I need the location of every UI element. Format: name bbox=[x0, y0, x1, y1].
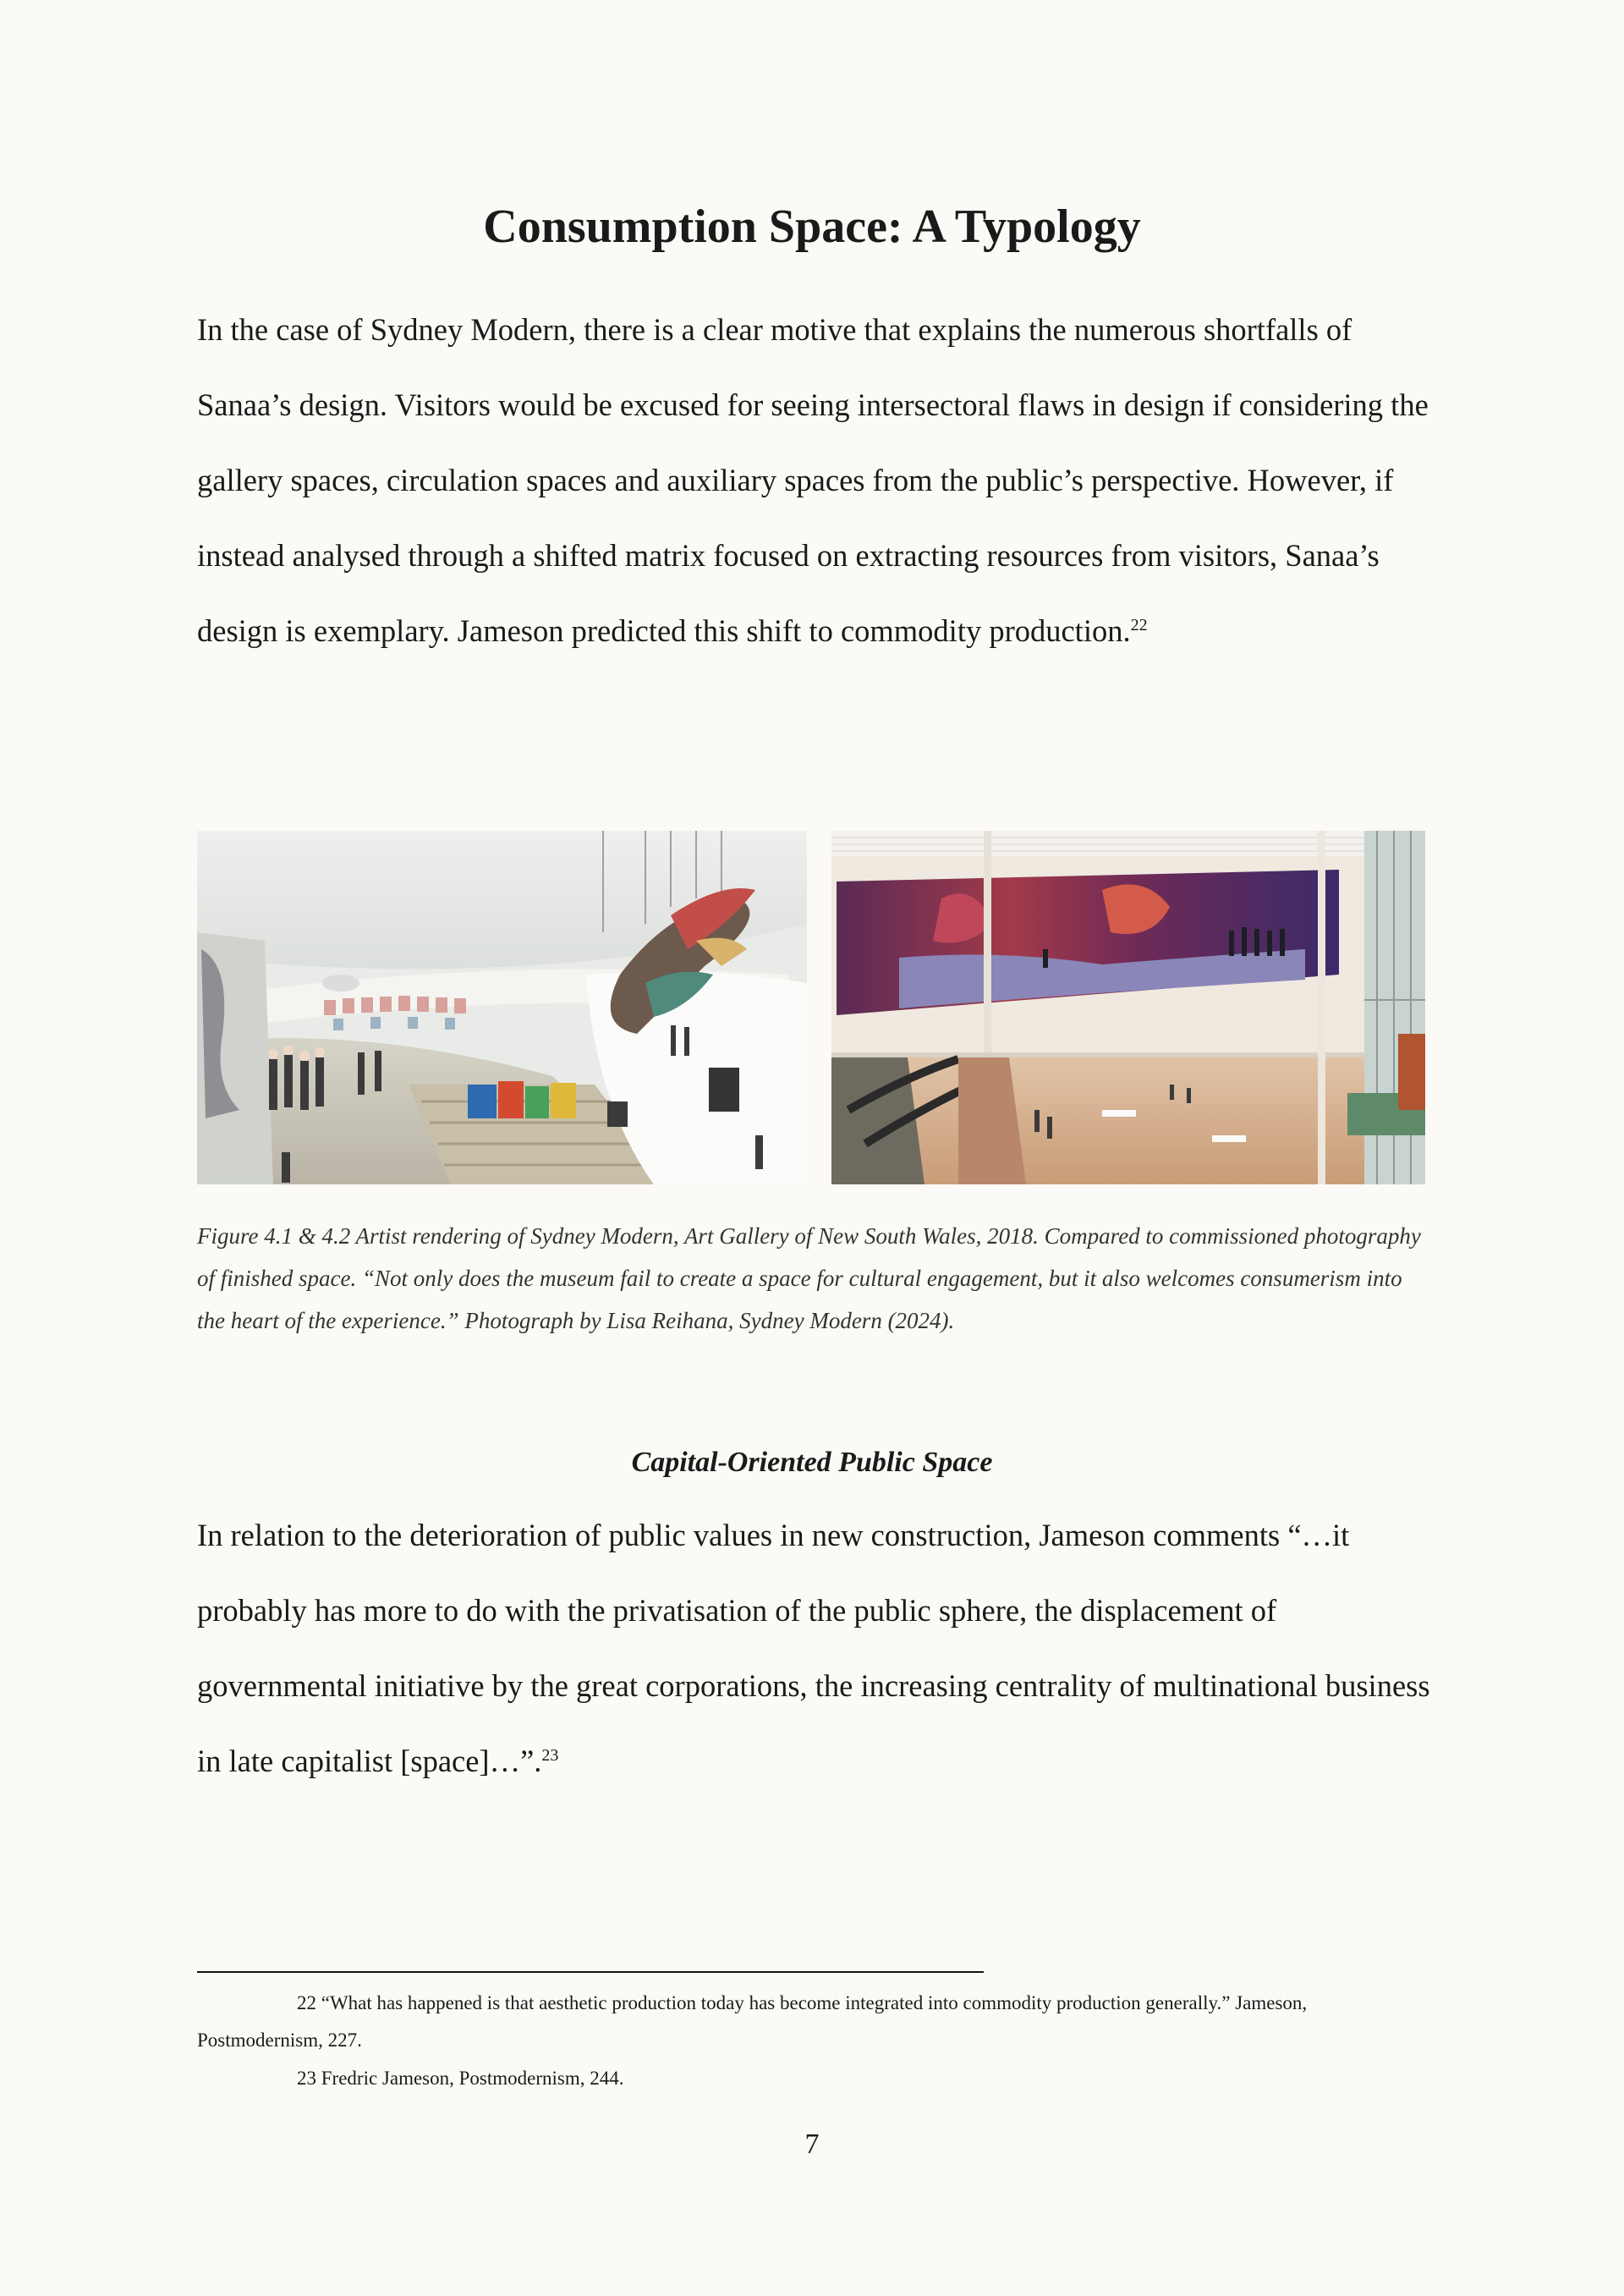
footnote-ref[interactable]: 23 bbox=[541, 1745, 559, 1765]
section-subheading: Capital-Oriented Public Space bbox=[631, 1447, 993, 1478]
footnote-number: 23 bbox=[297, 2068, 316, 2089]
figure-image-photograph bbox=[831, 831, 1425, 1184]
figure-image-rendering bbox=[197, 831, 807, 1184]
footnote-number: 22 bbox=[297, 1992, 316, 2013]
footnote-separator bbox=[197, 1971, 984, 1973]
page-number: 7 bbox=[804, 2128, 820, 2160]
footnote-text: “What has happened is that aesthetic production today has become integrated into commodity production generally.” Jameson, Postmodernism, 227. bbox=[197, 1992, 1308, 2051]
paragraph-text: In relation to the deterioration of public values in new construction, Jameson comments “…it probably has more to do with the privatisation of the public sphere, the displacement of governmental initiative by the great corporations, the increasing centrality of multinational business in late capitalist [space]…”. bbox=[197, 1518, 1430, 1778]
page-title: Consumption Space: A Typology bbox=[483, 200, 1141, 253]
paragraph-text: In the case of Sydney Modern, there is a clear motive that explains the numerous shortfalls of Sanaa’s design. Visitors would be excused for seeing intersectoral flaws in design if considering the gallery spaces, circulation spaces and auxiliary spaces from the public’s perspective. However, if instead analysed through a shifted matrix focused on extracting resources from visitors, Sanaa’s design is exemplary. Jameson predicted this shift to commodity production. bbox=[197, 312, 1429, 648]
footnote-text: Fredric Jameson, Postmodernism, 244. bbox=[321, 2068, 624, 2089]
footnote bbox=[197, 1985, 1432, 2059]
body-paragraph bbox=[197, 292, 1432, 668]
figure-caption: Figure 4.1 & 4.2 Artist rendering of Sydney Modern, Art Gallery of New South Wales, 2018. Compared to commissioned photography of finished space. “Not only does the museum fail to create a space for cultural engagement, but it also welcomes consumerism into the heart of the experience.” Photograph by Lisa Reihana, Sydney Modern (2024). bbox=[197, 1223, 1421, 1333]
body-paragraph bbox=[197, 1497, 1432, 1799]
footnote bbox=[197, 2060, 1432, 2097]
footnote-ref[interactable]: 22 bbox=[1130, 615, 1148, 634]
